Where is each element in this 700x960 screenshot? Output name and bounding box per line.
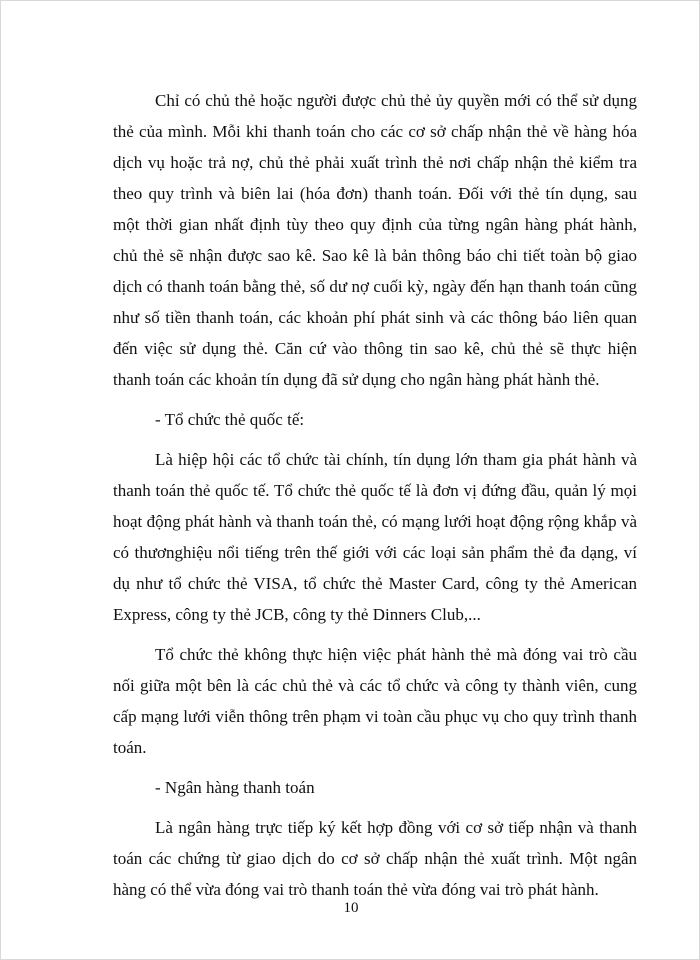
paragraph-card-organization-role: Tổ chức thẻ không thực hiện việc phát hành thẻ mà đóng vai trò cầu nối giữa một bên là các chủ thẻ và các tổ chức và công ty thành viên, cung cấp mạng lưới viễn thông trên phạm vi toàn cầu phục vụ cho quy trình thanh toán. bbox=[113, 645, 637, 757]
heading-acquiring-bank: - Ngân hàng thanh toán bbox=[155, 778, 315, 797]
paragraph-cardholder-usage: Chỉ có chủ thẻ hoặc người được chủ thẻ ủy quyền mới có thể sử dụng thẻ của mình. Mỗi khi thanh toán cho các cơ sở chấp nhận thẻ về hàng hóa dịch vụ hoặc trả nợ, chủ thẻ phải xuất trình thẻ nơi chấp nhận thẻ kiểm tra theo quy trình và biên lai (hóa đơn) thanh toán. Đối với thẻ tín dụng, sau một thời gian nhất định tùy theo quy định của từng ngân hàng phát hành, chủ thẻ sẽ nhận được sao kê. Sao kê là bản thông báo chi tiết toàn bộ giao dịch có thanh toán bằng thẻ, số dư nợ cuối kỳ, ngày đến hạn thanh toán cũng như số tiền thanh toán, các khoản phí phát sinh và các thông báo liên quan đến việc sử dụng thẻ. Căn cứ vào thông tin sao kê, chủ thẻ sẽ thực hiện thanh toán các khoản tín dụng đã sử dụng cho ngân hàng phát hành thẻ. bbox=[113, 91, 637, 389]
page-body bbox=[113, 85, 637, 914]
heading-international-card-organization: - Tổ chức thẻ quốc tế: bbox=[155, 410, 305, 429]
paragraph-international-card-organization: Là hiệp hội các tổ chức tài chính, tín dụng lớn tham gia phát hành và thanh toán thẻ quốc tế. Tổ chức thẻ quốc tế là đơn vị đứng đầu, quản lý mọi hoạt động phát hành và thanh toán thẻ, có mạng lưới hoạt động rộng khắp và có thươnghiệu nổi tiếng trên thế giới với các loại sản phẩm thẻ đa dạng, ví dụ như tổ chức thẻ VISA, tổ chức thẻ Master Card, công ty thẻ American Express, công ty thẻ JCB, công ty thẻ Dinners Club,... bbox=[113, 450, 637, 624]
paragraph-acquiring-bank: Là ngân hàng trực tiếp ký kết hợp đồng với cơ sở tiếp nhận và thanh toán các chứng từ giao dịch do cơ sở chấp nhận thẻ xuất trình. Một ngân hàng có thể vừa đóng vai trò thanh toán thẻ vừa đóng vai trò phát hành. bbox=[113, 818, 637, 899]
page-number: 10 bbox=[343, 900, 359, 916]
